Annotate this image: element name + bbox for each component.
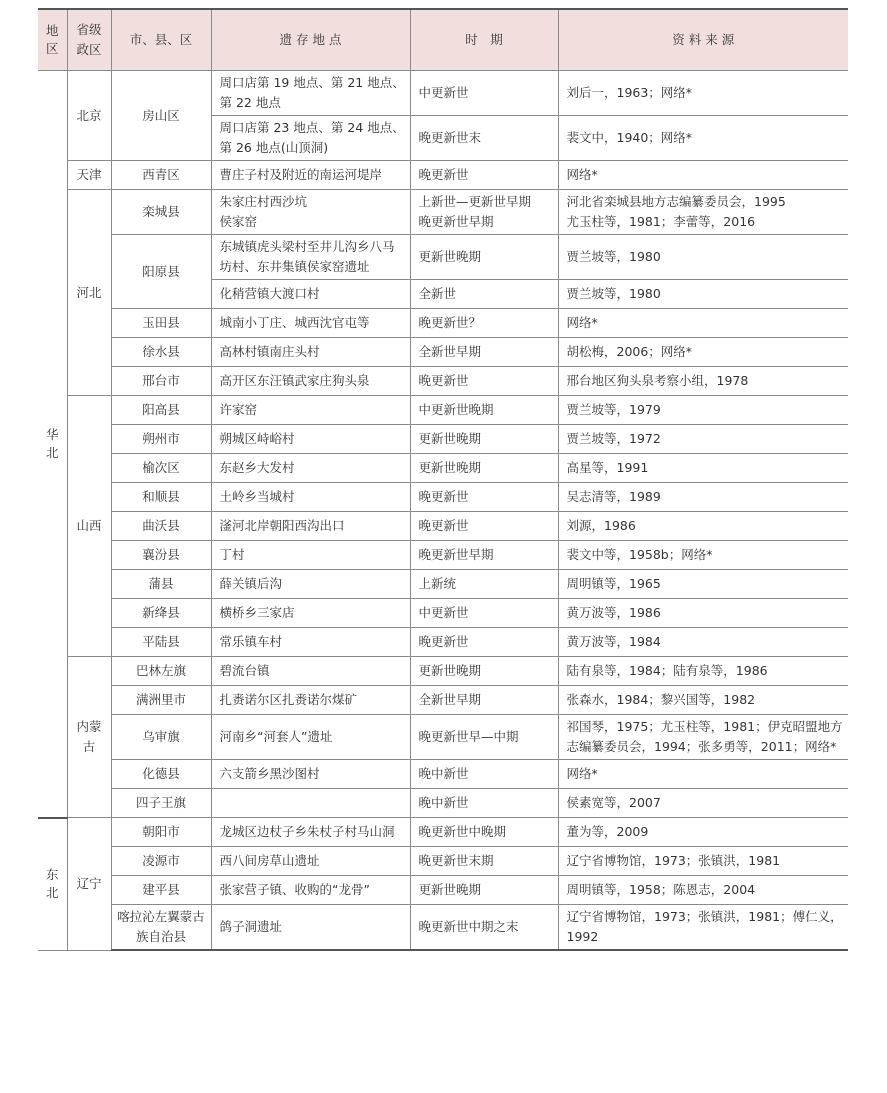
source-cell: 侯素宽等，2007 [558,789,848,818]
county-cell: 新绛县 [111,599,211,628]
period-cell: 中更新世 [410,71,558,116]
period-cell: 全新世 [410,280,558,309]
period-cell: 晚更新世早期 [410,541,558,570]
period-cell: 晚更新世中晚期 [410,818,558,847]
table-row [38,512,848,541]
source-cell: 网络* [558,309,848,338]
period-cell: 上新统 [410,570,558,599]
table-row [38,367,848,396]
table-row [38,190,848,235]
table-row [38,876,848,905]
county-cell: 房山区 [111,71,211,161]
site-cell: 扎赉诺尔区扎赉诺尔煤矿 [211,686,410,715]
period-cell: 更新世晚期 [410,454,558,483]
county-cell: 朝阳市 [111,818,211,847]
source-cell: 陆有泉等，1984；陆有泉等，1986 [558,657,848,686]
source-cell: 网络* [558,760,848,789]
county-cell: 榆次区 [111,454,211,483]
source-cell: 贾兰坡等，1980 [558,280,848,309]
county-cell: 徐水县 [111,338,211,367]
region-dongbei: 东北 [38,818,67,951]
source-cell: 贾兰坡等，1979 [558,396,848,425]
county-cell: 建平县 [111,876,211,905]
source-cell: 董为等，2009 [558,818,848,847]
source-cell: 河北省栾城县地方志编纂委员会，1995 尤玉柱等，1981；李蕾等，2016 [558,190,848,235]
header-county: 市、县、区 [111,9,211,71]
table-row [38,818,848,847]
source-cell: 贾兰坡等，1980 [558,235,848,280]
table-row [38,454,848,483]
site-cell: 高林村镇南庄头村 [211,338,410,367]
site-cell: 滏河北岸朝阳西沟出口 [211,512,410,541]
table-row [38,309,848,338]
county-cell: 阳原县 [111,235,211,309]
source-cell: 裴文中，1940；网络* [558,116,848,161]
site-cell: 龙城区边杖子乡朱杖子村马山洞 [211,818,410,847]
period-cell: 晚更新世 [410,512,558,541]
source-cell: 黄万波等，1986 [558,599,848,628]
region-huabei: 华北 [38,71,67,818]
province-neimenggu: 内蒙古 [67,657,111,818]
site-cell: 丁村 [211,541,410,570]
source-cell: 刘后一，1963；网络* [558,71,848,116]
source-cell: 周明镇等，1965 [558,570,848,599]
site-cell: 周口店第 23 地点、第 24 地点、第 26 地点(山顶洞) [211,116,410,161]
site-cell: 横桥乡三家店 [211,599,410,628]
table-header-row [38,9,848,71]
site-cell: 西八间房草山遗址 [211,847,410,876]
period-cell: 全新世早期 [410,686,558,715]
county-cell: 曲沃县 [111,512,211,541]
county-cell: 蒲县 [111,570,211,599]
source-cell: 网络* [558,161,848,190]
header-region: 地区 [38,9,67,71]
period-cell: 晚中新世 [410,760,558,789]
table-row [38,483,848,512]
period-cell: 中更新世 [410,599,558,628]
table-row [38,599,848,628]
table-row [38,338,848,367]
site-cell: 鸽子洞遗址 [211,905,410,951]
site-cell: 碧流台镇 [211,657,410,686]
source-cell: 邢台地区狗头泉考察小组，1978 [558,367,848,396]
county-cell: 玉田县 [111,309,211,338]
table-row [38,541,848,570]
site-cell: 薛关镇后沟 [211,570,410,599]
source-cell: 辽宁省博物馆，1973；张镇洪，1981；傅仁义，1992 [558,905,848,951]
source-cell: 高星等，1991 [558,454,848,483]
table-row [38,715,848,760]
county-cell: 邢台市 [111,367,211,396]
province-shanxi: 山西 [67,396,111,657]
source-cell: 刘源，1986 [558,512,848,541]
site-cell: 朔城区峙峪村 [211,425,410,454]
source-cell: 贾兰坡等，1972 [558,425,848,454]
table-row [38,905,848,951]
period-cell: 晚更新世早—中期 [410,715,558,760]
source-cell: 祁国琴，1975；尤玉柱等，1981；伊克昭盟地方志编纂委员会，1994；张多勇等，2011；网络* [558,715,848,760]
header-site: 遗 存 地 点 [211,9,410,71]
county-cell: 平陆县 [111,628,211,657]
county-cell: 喀拉沁左翼蒙古族自治县 [111,905,211,951]
source-cell: 张森水，1984；黎兴国等，1982 [558,686,848,715]
site-cell: 六支箭乡黑沙图村 [211,760,410,789]
period-cell: 全新世早期 [410,338,558,367]
period-cell: 更新世晚期 [410,657,558,686]
county-cell: 四子王旗 [111,789,211,818]
header-province: 省级政区 [67,9,111,71]
period-cell: 更新世晚期 [410,876,558,905]
table-row [38,847,848,876]
site-cell: 城南小丁庄、城西沈官屯等 [211,309,410,338]
county-cell: 巴林左旗 [111,657,211,686]
site-cell: 张家营子镇、收购的“龙骨” [211,876,410,905]
county-cell: 西青区 [111,161,211,190]
site-cell: 河南乡“河套人”遗址 [211,715,410,760]
header-period: 时 期 [410,9,558,71]
period-cell: 更新世晚期 [410,425,558,454]
period-cell: 更新世晚期 [410,235,558,280]
source-cell: 裴文中等，1958b；网络* [558,541,848,570]
period-cell: 晚更新世 [410,483,558,512]
site-cell: 土岭乡当城村 [211,483,410,512]
site-cell: 化稍营镇大渡口村 [211,280,410,309]
county-cell: 襄汾县 [111,541,211,570]
source-cell: 周明镇等，1958；陈恩志，2004 [558,876,848,905]
site-cell: 朱家庄村西沙坑 侯家窑 [211,190,410,235]
county-cell: 栾城县 [111,190,211,235]
period-cell: 晚更新世 [410,367,558,396]
county-cell: 凌源市 [111,847,211,876]
table-row [38,789,848,818]
site-cell: 东赵乡大发村 [211,454,410,483]
table-row [38,396,848,425]
county-cell: 满洲里市 [111,686,211,715]
site-cell: 东城镇虎头梁村至井儿沟乡八马坊村、东井集镇侯家窑遗址 [211,235,410,280]
table-row [38,760,848,789]
table-row [38,425,848,454]
period-cell: 晚中新世 [410,789,558,818]
source-cell: 黄万波等，1984 [558,628,848,657]
site-cell: 许家窑 [211,396,410,425]
site-cell [211,789,410,818]
site-cell: 常乐镇车村 [211,628,410,657]
source-cell: 吴志清等，1989 [558,483,848,512]
county-cell: 阳高县 [111,396,211,425]
county-cell: 朔州市 [111,425,211,454]
table-row [38,570,848,599]
county-cell: 和顺县 [111,483,211,512]
table-row [38,657,848,686]
province-liaoning: 辽宁 [67,818,111,951]
period-cell: 上新世—更新世早期 晚更新世早期 [410,190,558,235]
table-row [38,71,848,116]
table-row [38,161,848,190]
province-hebei: 河北 [67,190,111,396]
source-cell: 胡松梅，2006；网络* [558,338,848,367]
period-cell: 晚更新世 [410,161,558,190]
table-row [38,235,848,280]
site-cell: 周口店第 19 地点、第 21 地点、第 22 地点 [211,71,410,116]
period-cell: 晚更新世末 [410,116,558,161]
province-beijing: 北京 [67,71,111,161]
site-cell: 高开区东汪镇武家庄狗头泉 [211,367,410,396]
period-cell: 晚更新世 [410,628,558,657]
county-cell: 乌审旗 [111,715,211,760]
county-cell: 化德县 [111,760,211,789]
province-tianjin: 天津 [67,161,111,190]
site-cell: 曹庄子村及附近的南运河堤岸 [211,161,410,190]
period-cell: 中更新世晚期 [410,396,558,425]
period-cell: 晚更新世？ [410,309,558,338]
header-source: 资 料 来 源 [558,9,848,71]
period-cell: 晚更新世中期之末 [410,905,558,951]
table-row [38,686,848,715]
table-row [38,628,848,657]
source-cell: 辽宁省博物馆，1973；张镇洪，1981 [558,847,848,876]
fossil-sites-table [38,8,848,951]
period-cell: 晚更新世末期 [410,847,558,876]
